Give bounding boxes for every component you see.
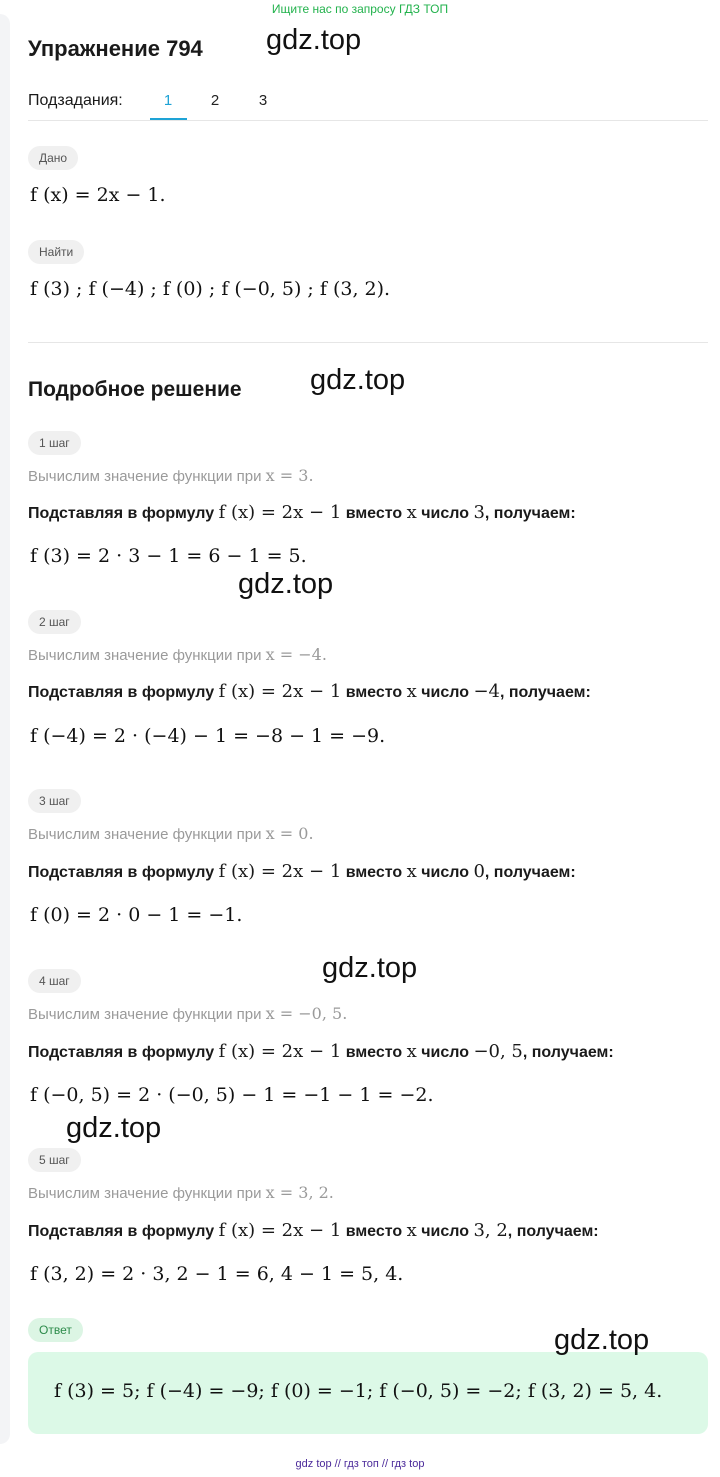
find-expression: f (3) ; f (−4) ; f (0) ; f (−0, 5) ; f (3, 2).: [30, 278, 391, 300]
step-2-chip: 2 шаг: [28, 610, 81, 634]
step-4-hint: Вычислим значение функции при x = −0, 5.: [28, 1004, 348, 1023]
step-3-chip: 3 шаг: [28, 789, 81, 813]
tab-subtask-3[interactable]: 3: [258, 92, 268, 109]
step-2-substitution: Подставляя в формулу f (x) = 2x − 1 вместо x число −4, получаем:: [28, 681, 591, 702]
step-1-calculation: f (3) = 2 · 3 − 1 = 6 − 1 = 5.: [30, 545, 307, 567]
watermark: gdz.top: [66, 1112, 162, 1144]
watermark: gdz.top: [238, 568, 334, 600]
step-5-substitution: Подставляя в формулу f (x) = 2x − 1 вместо x число 3, 2, получаем:: [28, 1220, 599, 1241]
step-1-hint: Вычислим значение функции при x = 3.: [28, 466, 314, 485]
step-3-calculation: f (0) = 2 · 0 − 1 = −1.: [30, 904, 243, 926]
step-1-substitution: Подставляя в формулу f (x) = 2x − 1 вместо x число 3, получаем:: [28, 502, 576, 523]
watermark: gdz.top: [310, 364, 406, 396]
solution-title: Подробное решение: [28, 378, 242, 401]
given-expression: f (x) = 2x − 1.: [30, 184, 166, 206]
watermark: gdz.top: [266, 24, 362, 56]
tab-subtask-2[interactable]: 2: [210, 92, 220, 109]
subtasks-label: Подзадания:: [28, 92, 123, 109]
step-2-hint: Вычислим значение функции при x = −4.: [28, 645, 327, 664]
tab-subtask-1[interactable]: 1: [163, 92, 173, 109]
answer-chip: Ответ: [28, 1318, 83, 1342]
tabs-divider: [28, 120, 708, 121]
find-chip: Найти: [28, 240, 84, 264]
step-4-chip: 4 шаг: [28, 969, 81, 993]
step-3-hint: Вычислим значение функции при x = 0.: [28, 824, 314, 843]
search-hint: Ищите нас по запросу ГДЗ ТОП: [271, 2, 449, 16]
given-chip: Дано: [28, 146, 78, 170]
step-5-hint: Вычислим значение функции при x = 3, 2.: [28, 1183, 334, 1202]
answer-expression: f (3) = 5; f (−4) = −9; f (0) = −1; f (−0, 5) = −2; f (3, 2) = 5, 4.: [54, 1380, 663, 1402]
page-title: Упражнение 794: [28, 36, 203, 61]
step-4-substitution: Подставляя в формулу f (x) = 2x − 1 вместо x число −0, 5, получаем:: [28, 1041, 614, 1062]
footer-links[interactable]: gdz top // гдз топ // гдз top: [295, 1458, 425, 1470]
step-5-calculation: f (3, 2) = 2 · 3, 2 − 1 = 6, 4 − 1 = 5, 4.: [30, 1263, 404, 1285]
section-divider: [28, 342, 708, 343]
step-2-calculation: f (−4) = 2 · (−4) − 1 = −8 − 1 = −9.: [30, 725, 386, 747]
watermark: gdz.top: [554, 1324, 650, 1356]
step-3-substitution: Подставляя в формулу f (x) = 2x − 1 вместо x число 0, получаем:: [28, 861, 576, 882]
step-4-calculation: f (−0, 5) = 2 · (−0, 5) − 1 = −1 − 1 = −2.: [30, 1084, 434, 1106]
step-1-chip: 1 шаг: [28, 431, 81, 455]
watermark: gdz.top: [322, 952, 418, 984]
step-5-chip: 5 шаг: [28, 1148, 81, 1172]
left-edge-bar: [0, 14, 10, 1444]
